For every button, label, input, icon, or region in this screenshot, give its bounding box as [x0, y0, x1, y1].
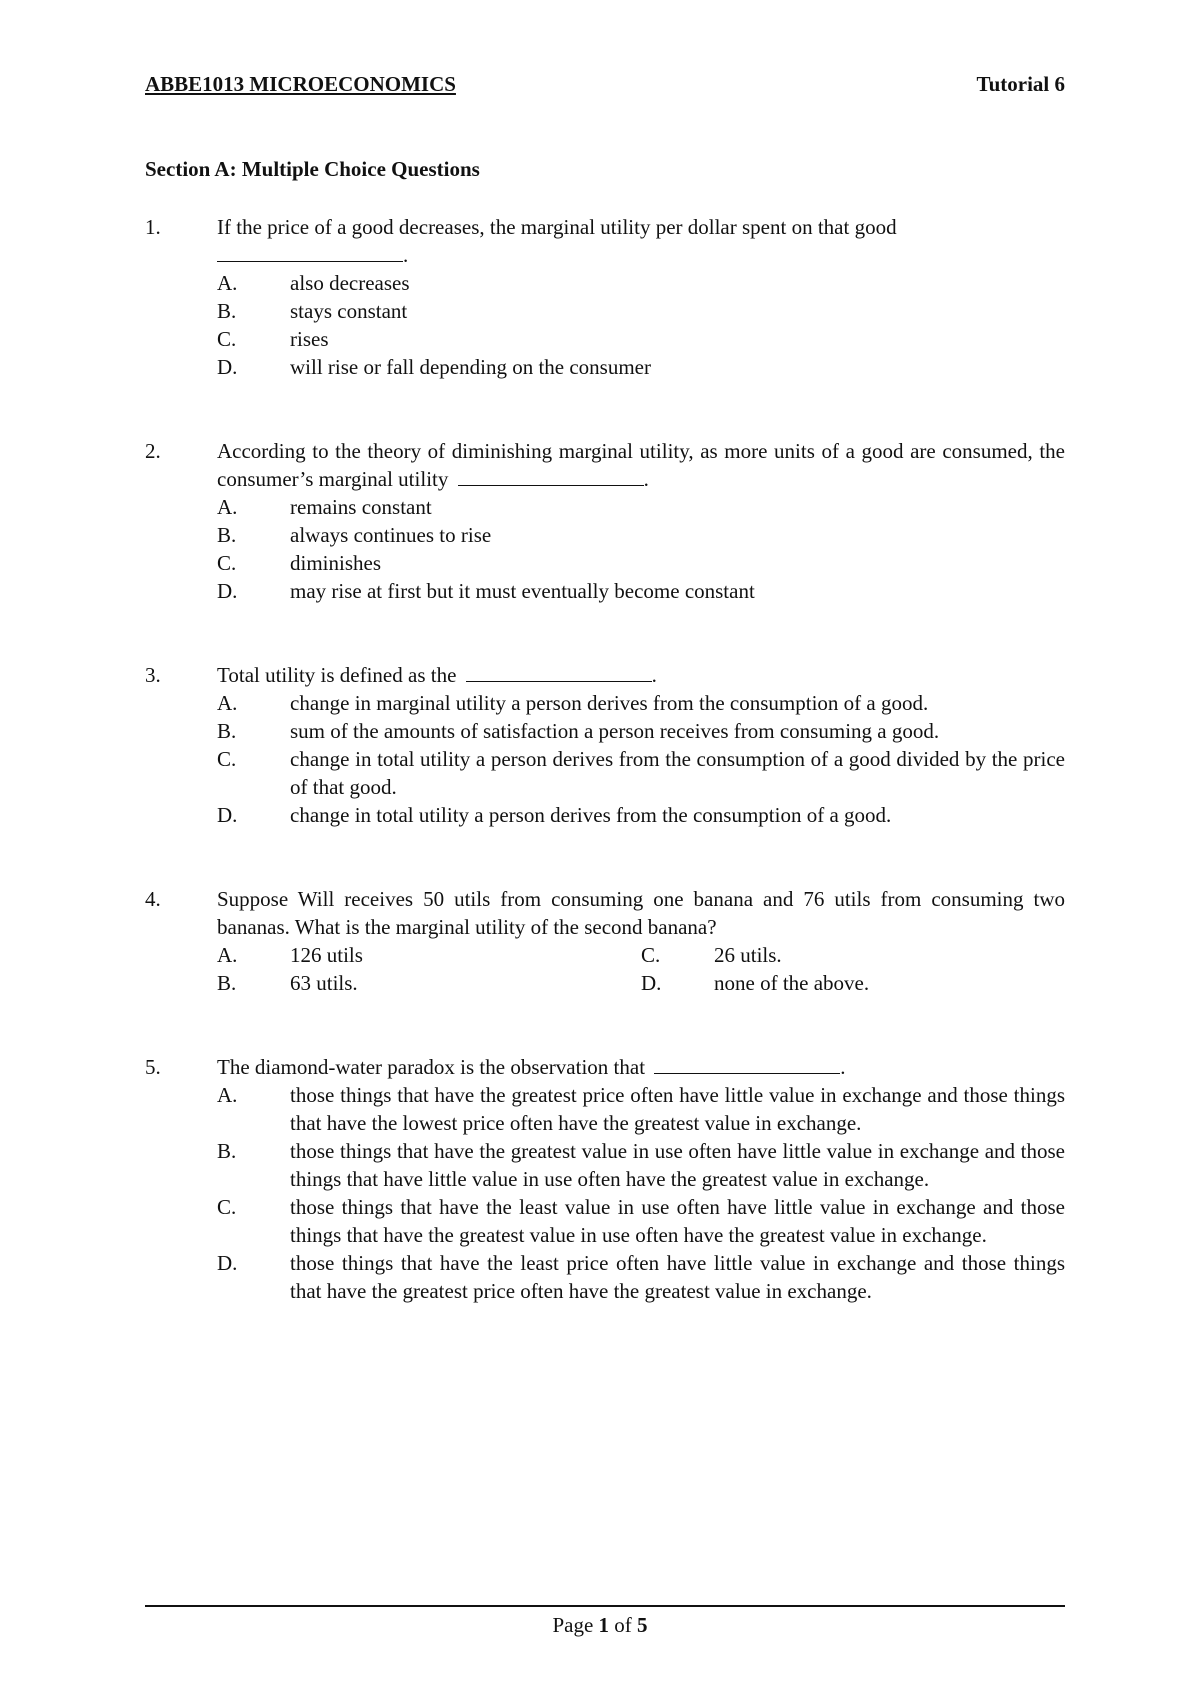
option-letter: B. [217, 299, 237, 323]
question-number: 5. [145, 1055, 161, 1079]
stem-end: . [643, 467, 649, 491]
option-d [217, 577, 1065, 605]
page-footer [0, 1613, 1200, 1638]
option-c [217, 1193, 1065, 1249]
option-letter: D. [217, 803, 238, 827]
option-d [641, 969, 1065, 997]
question-stem [217, 661, 1065, 689]
option-letter: D. [217, 355, 238, 379]
option-c [641, 941, 1065, 969]
option-text: rises [290, 327, 329, 351]
option-letter: B. [217, 1139, 237, 1163]
question-number: 2. [145, 439, 161, 463]
option-text: those things that have the least price often have little value in exchange and those things that have the greatest price often have the greatest value in exchange. [290, 1251, 1065, 1303]
option-c [217, 745, 1065, 801]
option-d [217, 1249, 1065, 1305]
option-letter: C. [217, 1195, 237, 1219]
answer-blank [654, 1054, 840, 1074]
option-b [217, 717, 1065, 745]
total-pages: 5 [637, 1613, 648, 1637]
option-text: also decreases [290, 271, 410, 295]
option-text: 63 utils. [290, 971, 358, 995]
question-number: 1. [145, 215, 161, 239]
section-title: Section A: Multiple Choice Questions [145, 157, 480, 181]
option-text: stays constant [290, 299, 408, 323]
option-letter: A. [217, 943, 238, 967]
tutorial-label: Tutorial 6 [976, 72, 1065, 96]
question-2 [145, 437, 1065, 605]
question-3 [145, 661, 1065, 829]
option-text: change in marginal utility a person derives from the consumption of a good. [290, 691, 929, 715]
question-number: 3. [145, 663, 161, 687]
answer-blank [466, 662, 652, 682]
stem-text: The diamond-water paradox is the observation that [217, 1055, 646, 1079]
page-header [145, 72, 1065, 102]
answer-blank [458, 466, 644, 486]
option-b [217, 521, 1065, 549]
question-stem [217, 213, 1065, 269]
option-letter: C. [217, 551, 237, 575]
option-d [217, 353, 1065, 381]
option-b [217, 297, 1065, 325]
option-text: those things that have the greatest price often have little value in exchange and those things that have the lowest price often have the greatest value in exchange. [290, 1083, 1065, 1135]
option-letter: D. [641, 971, 662, 995]
option-letter: C. [217, 747, 237, 771]
question-5 [145, 1053, 1065, 1305]
option-a [217, 941, 641, 969]
question-list [145, 213, 1065, 1305]
question-1 [145, 213, 1065, 381]
option-text: always continues to rise [290, 523, 492, 547]
of-word: of [614, 1613, 632, 1637]
course-title: ABBE1013 MICROECONOMICS [145, 72, 456, 96]
option-d [217, 801, 1065, 829]
question-4 [145, 885, 1065, 997]
answer-blank [217, 242, 403, 262]
option-text: 26 utils. [714, 943, 782, 967]
option-c [217, 325, 1065, 353]
option-letter: A. [217, 271, 238, 295]
stem-end: . [651, 663, 657, 687]
option-letter: B. [217, 719, 237, 743]
question-number: 4. [145, 887, 161, 911]
option-text: change in total utility a person derives from the consumption of a good. [290, 803, 892, 827]
question-stem [217, 437, 1065, 493]
option-a [217, 1081, 1065, 1137]
option-text: those things that have the least value in use often have little value in exchange and those things that have the greatest value in use often have the greatest value in exchange. [290, 1195, 1065, 1247]
stem-end: . [840, 1055, 846, 1079]
option-letter: D. [217, 1251, 238, 1275]
option-letter: A. [217, 691, 238, 715]
option-letter: A. [217, 495, 238, 519]
option-letter: A. [217, 1083, 238, 1107]
option-text: none of the above. [714, 971, 870, 995]
stem-end: . [403, 243, 409, 267]
option-text: sum of the amounts of satisfaction a person receives from consuming a good. [290, 719, 940, 743]
option-c [217, 549, 1065, 577]
stem-text: If the price of a good decreases, the marginal utility per dollar spent on that good [217, 215, 897, 239]
stem-text: According to the theory of diminishing marginal utility, as more units of a good are consumed, the consumer’s marginal utility [217, 439, 1065, 491]
option-text: may rise at first but it must eventually become constant [290, 579, 755, 603]
option-text: will rise or fall depending on the consumer [290, 355, 651, 379]
page-word: Page [552, 1613, 594, 1637]
option-letter: C. [217, 327, 237, 351]
footer-divider [145, 1605, 1065, 1607]
option-text: change in total utility a person derives from the consumption of a good divided by the price of that good. [290, 747, 1065, 799]
option-column-right [641, 941, 1065, 997]
current-page-number: 1 [598, 1613, 610, 1637]
option-text: 126 utils [290, 943, 363, 967]
option-text: diminishes [290, 551, 382, 575]
stem-text: Total utility is defined as the [217, 663, 457, 687]
option-letter: B. [217, 971, 237, 995]
option-a [217, 269, 1065, 297]
option-a [217, 689, 1065, 717]
option-text: those things that have the greatest value in use often have little value in exchange and those things that have little value in use often have the greatest value in exchange. [290, 1139, 1065, 1191]
question-stem: Suppose Will receives 50 utils from consuming one banana and 76 utils from consuming two bananas. What is the marginal utility of the second banana? [217, 887, 1065, 939]
option-grid [217, 941, 1065, 997]
option-b [217, 969, 641, 997]
option-letter: C. [641, 943, 661, 967]
option-text: remains constant [290, 495, 432, 519]
option-column-left [217, 941, 641, 997]
question-stem [217, 1053, 1065, 1081]
option-letter: D. [217, 579, 238, 603]
option-b [217, 1137, 1065, 1193]
option-letter: B. [217, 523, 237, 547]
option-a [217, 493, 1065, 521]
